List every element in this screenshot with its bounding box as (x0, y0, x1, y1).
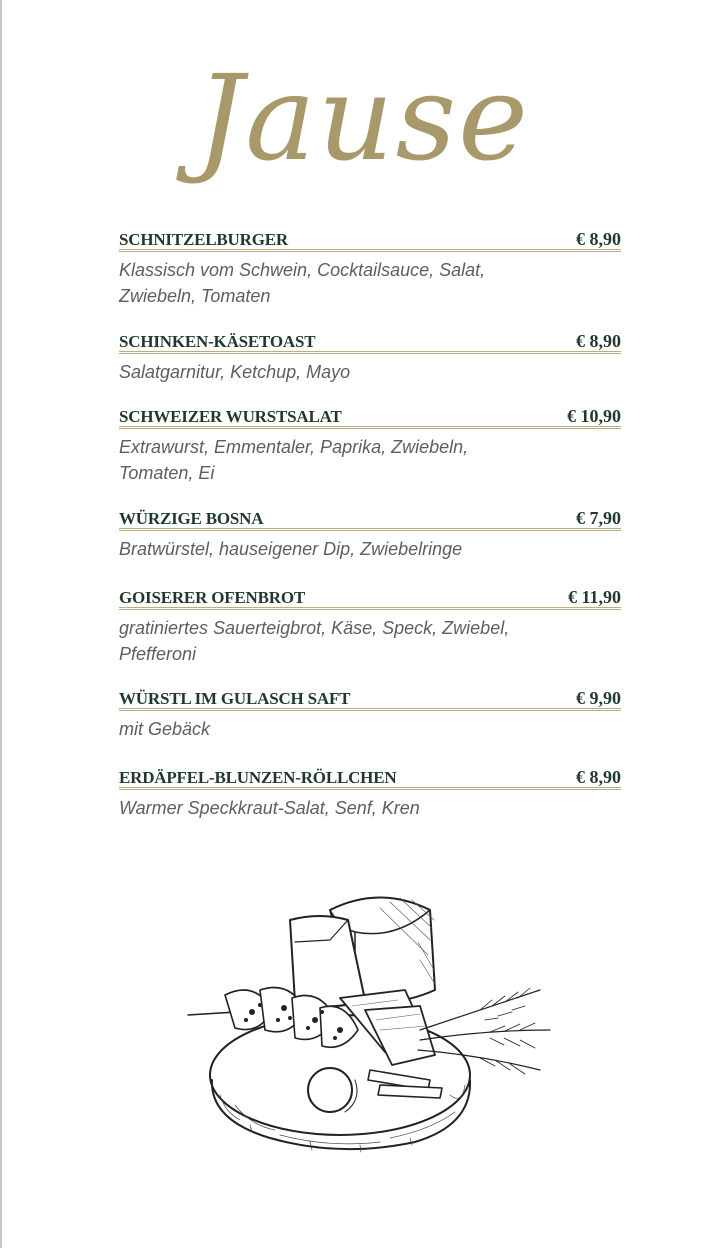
menu-item-description: Salatgarnitur, Ketchup, Mayo (119, 362, 351, 382)
menu-item-name: SCHWEIZER WURSTSALAT (119, 407, 342, 426)
menu-item-header (119, 330, 621, 354)
menu-item (119, 330, 621, 385)
page-title: Jause (195, 49, 531, 187)
menu-item-price: € 10,90 (567, 406, 621, 426)
menu-item-header (119, 507, 621, 531)
menu-item (119, 228, 621, 309)
menu-item-header (119, 766, 621, 790)
menu-item-description: Extrawurst, Emmentaler, Paprika, Zwiebeln, Tomaten, Ei (119, 437, 469, 483)
menu-item-price: € 8,90 (576, 767, 621, 787)
menu-item (119, 687, 621, 742)
menu-item-description: Warmer Speckkraut-Salat, Senf, Kren (119, 798, 420, 818)
menu-item (119, 586, 621, 667)
menu-item-header (119, 586, 621, 610)
menu-item-name: WÜRSTL IM GULASCH SAFT (119, 689, 351, 708)
menu-item-price: € 9,90 (576, 688, 621, 708)
menu-item (119, 507, 621, 562)
menu-item-name: GOISERER OFENBROT (119, 588, 305, 607)
cheese-board-icon (180, 880, 560, 1170)
menu-item-header (119, 228, 621, 252)
menu-item-description: Klassisch vom Schwein, Cocktailsauce, Salat, Zwiebeln, Tomaten (119, 260, 486, 306)
menu-item-name: SCHINKEN-KÄSETOAST (119, 332, 316, 351)
menu-item (119, 405, 621, 486)
menu-item (119, 766, 621, 821)
menu-item-header (119, 687, 621, 711)
menu-item-name: SCHNITZELBURGER (119, 230, 288, 249)
menu-item-name: ERDÄPFEL-BLUNZEN-RÖLLCHEN (119, 768, 397, 787)
menu-item-description: Bratwürstel, hauseigener Dip, Zwiebelringe (119, 539, 463, 559)
menu-item-price: € 11,90 (567, 587, 621, 607)
menu-item-name: WÜRZIGE BOSNA (119, 509, 264, 528)
menu-item-price: € 7,90 (576, 508, 621, 528)
menu-item-description: mit Gebäck (119, 719, 211, 739)
menu-item-description: gratiniertes Sauerteigbrot, Käse, Speck, Zwiebel, Pfefferoni (119, 618, 510, 664)
menu-item-price: € 8,90 (576, 331, 621, 351)
menu-item-price: € 8,90 (576, 229, 621, 249)
menu-item-header (119, 405, 621, 429)
